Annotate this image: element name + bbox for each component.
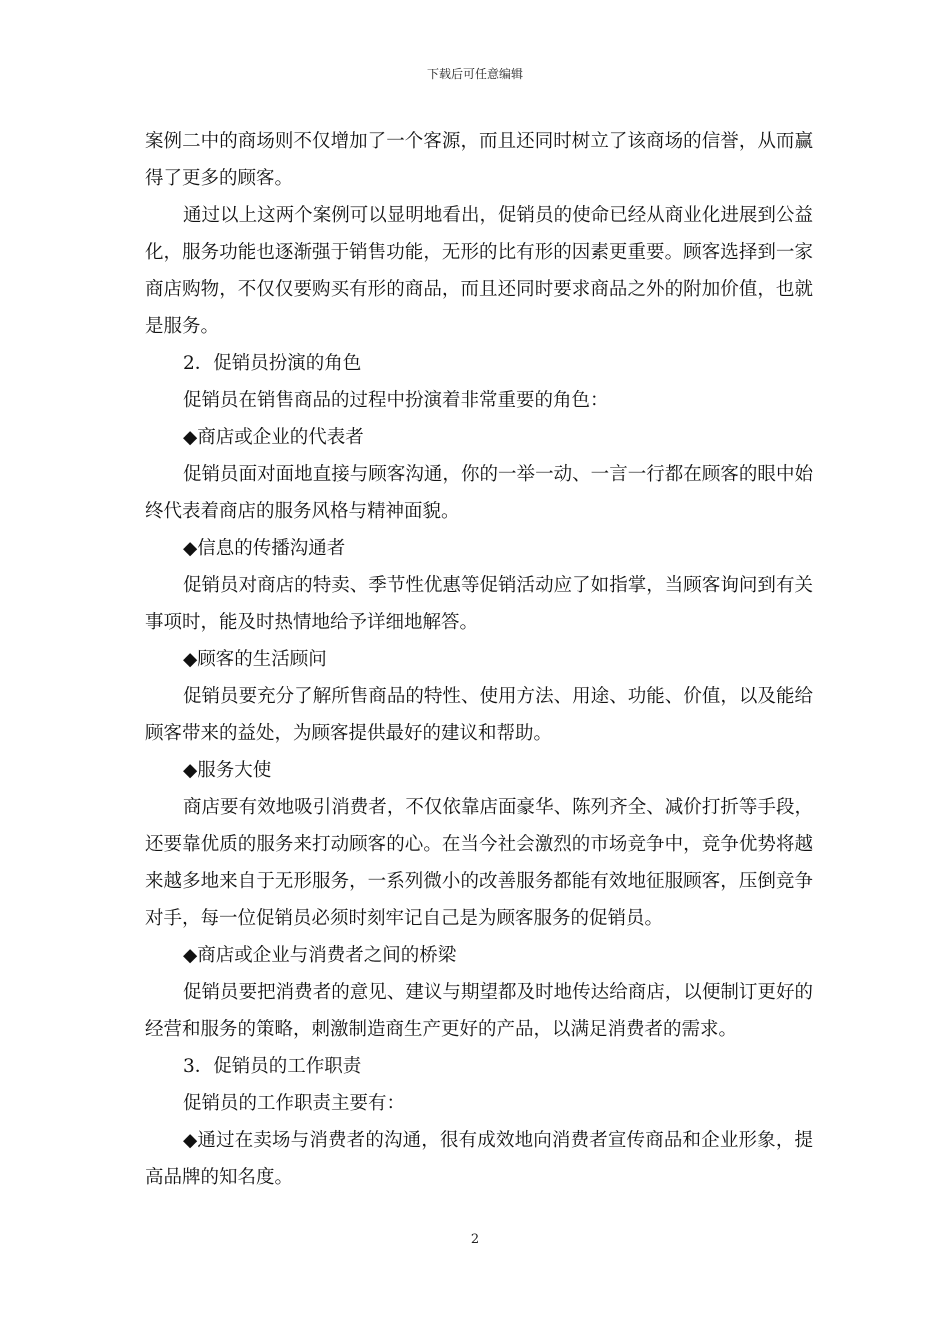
bullet-heading: ◆商店或企业的代表者 [183, 427, 364, 448]
page-header: 下载后可任意编辑 [426, 67, 523, 81]
paragraph: 促销员要充分了解所售商品的特性、使用方法、用途、功能、价值，以及能给顾客带来的益处，为顾客提供最好的建议和帮助。 [145, 686, 813, 744]
bullet-heading: ◆服务大使 [183, 760, 272, 781]
paragraph: 促销员要把消费者的意见、建议与期望都及时地传达给商店，以便制订更好的经营和服务的策略，刺激制造商生产更好的产品，以满足消费者的需求。 [145, 982, 813, 1040]
paragraph: 促销员面对面地直接与顾客沟通，你的一举一动、一言一行都在顾客的眼中始终代表着商店的服务风格与精神面貌。 [145, 464, 813, 522]
bullet-item: ◆通过在卖场与消费者的沟通，很有成效地向消费者宣传商品和企业形象，提高品牌的知名度。 [145, 1130, 813, 1188]
paragraph: 促销员的工作职责主要有： [183, 1093, 406, 1114]
document-body [145, 123, 813, 1196]
section-heading: 2．促销员扮演的角色 [183, 353, 362, 374]
section-heading: 3．促销员的工作职责 [183, 1056, 362, 1077]
bullet-heading: ◆信息的传播沟通者 [183, 538, 346, 559]
bullet-heading: ◆商店或企业与消费者之间的桥梁 [183, 945, 457, 966]
paragraph: 促销员在销售商品的过程中扮演着非常重要的角色： [183, 390, 609, 411]
paragraph: 案例二中的商场则不仅增加了一个客源，而且还同时树立了该商场的信誉，从而赢得了更多的顾客。 [145, 131, 813, 189]
page-number: 2 [470, 1232, 480, 1247]
paragraph: 通过以上这两个案例可以显明地看出，促销员的使命已经从商业化进展到公益化，服务功能也逐渐强于销售功能，无形的比有形的因素更重要。顾客选择到一家商店购物，不仅仅要购买有形的商品，而且还同时要求商品之外的附加价值，也就是服务。 [145, 205, 813, 337]
bullet-heading: ◆顾客的生活顾问 [183, 649, 327, 670]
paragraph: 促销员对商店的特卖、季节性优惠等促销活动应了如指掌，当顾客询问到有关事项时，能及时热情地给予详细地解答。 [145, 575, 813, 633]
paragraph: 商店要有效地吸引消费者，不仅依靠店面豪华、陈列齐全、减价打折等手段，还要靠优质的服务来打动顾客的心。在当今社会激烈的市场竞争中，竞争优势将越来越多地来自于无形服务，一系列微小的改善服务都能有效地征服顾客，压倒竞争对手，每一位促销员必须时刻牢记自己是为顾客服务的促销员。 [145, 797, 813, 929]
